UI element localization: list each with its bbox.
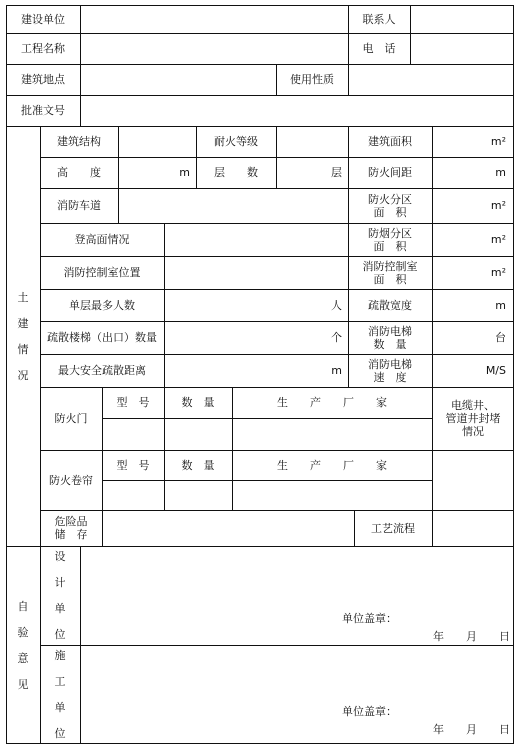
grid-line — [348, 5, 349, 64]
fire-shutter-manufacturer-header: 生 产 厂 家 — [277, 458, 387, 472]
grid-line — [102, 418, 432, 419]
fire-control-room-area-field[interactable] — [432, 256, 514, 289]
grid-line — [40, 510, 514, 511]
fire-shutter-label: 防火卷帘 — [49, 473, 93, 487]
fire-elevator-speed-field[interactable] — [432, 354, 514, 387]
fire-elevator-speed-unit: M/S — [485, 364, 506, 377]
fire-elevator-count-unit: 台 — [495, 331, 506, 344]
project-name-label: 工程名称 — [21, 42, 65, 55]
evacuation-stairs-field[interactable] — [164, 321, 348, 354]
approval-doc-field[interactable] — [80, 95, 514, 126]
height-field[interactable] — [118, 157, 196, 188]
grid-line — [40, 157, 514, 158]
fire-door-quantity-field[interactable] — [164, 418, 232, 450]
max-safe-distance-label: 最大安全疏散距离 — [58, 364, 146, 377]
cable-shaft-sealing-label: 电缆井、 管道井封堵 情况 — [445, 399, 501, 438]
fire-separation-label: 防火间距 — [368, 166, 412, 179]
smoke-compartment-label: 防烟分区 面 积 — [368, 226, 412, 253]
max-occupants-field[interactable] — [164, 289, 348, 321]
grid-line — [6, 64, 514, 65]
phone-label: 电 话 — [362, 42, 396, 55]
grid-line — [6, 95, 514, 96]
building-area-label: 建筑面积 — [368, 135, 412, 148]
design-unit-seal-label: 单位盖章： — [342, 611, 397, 625]
building-area-unit: m² — [490, 135, 506, 148]
self-inspection-label: 自 验 意 见 — [17, 599, 29, 691]
max-occupants-unit: 人 — [331, 298, 342, 312]
fire-separation-field[interactable] — [432, 157, 514, 188]
fire-door-model-field[interactable] — [102, 418, 164, 450]
grid-line — [276, 64, 277, 95]
process-flow-label: 工艺流程 — [371, 521, 415, 535]
fire-door-manufacturer-field[interactable] — [232, 418, 432, 450]
height-unit: m — [179, 166, 190, 179]
evacuation-stairs-label: 疏散楼梯（出口）数量 — [47, 331, 157, 344]
evacuation-width-label: 疏散宽度 — [368, 298, 412, 312]
fire-shutter-model-field[interactable] — [102, 480, 164, 510]
grid-line — [232, 387, 233, 510]
fire-elevator-count-field[interactable] — [432, 321, 514, 354]
building-structure-label: 建筑结构 — [57, 135, 101, 148]
evacuation-width-field[interactable] — [432, 289, 514, 321]
grid-line — [102, 387, 103, 546]
fire-resistance-label: 耐火等级 — [214, 135, 258, 148]
floors-field[interactable] — [276, 157, 348, 188]
usage-nature-field[interactable] — [348, 64, 514, 95]
grid-line — [164, 223, 165, 387]
fire-compartment-label: 防火分区 面 积 — [368, 192, 412, 219]
grid-line — [102, 480, 432, 481]
grid-line — [40, 188, 514, 189]
grid-line — [196, 126, 197, 188]
grid-line — [40, 223, 514, 224]
fire-lane-label: 消防车道 — [57, 199, 101, 212]
fire-door-model-header: 型 号 — [116, 396, 150, 409]
grid-line — [40, 256, 514, 257]
grid-line — [40, 126, 41, 744]
construction-unit-field[interactable] — [80, 5, 348, 33]
fire-control-room-location-label: 消防控制室位置 — [63, 266, 141, 279]
height-label: 高 度 — [57, 166, 101, 179]
contact-person-field[interactable] — [410, 5, 514, 33]
fire-shutter-quantity-field[interactable] — [164, 480, 232, 510]
grid-line — [40, 450, 514, 451]
border-line — [6, 743, 514, 744]
fire-control-room-area-label: 消防控制室 面 积 — [362, 259, 418, 286]
max-safe-distance-field[interactable] — [164, 354, 348, 387]
fire-compartment-unit: m² — [490, 199, 506, 212]
grid-line — [40, 354, 514, 355]
fire-separation-unit: m — [495, 166, 506, 179]
max-safe-distance-unit: m — [331, 364, 342, 377]
floors-label: 层 数 — [214, 166, 258, 179]
construction-unit-date: 年 月 日 — [433, 722, 510, 736]
design-unit-label: 设 计 单 位 — [54, 550, 66, 641]
fire-door-label: 防火门 — [54, 412, 88, 425]
grid-line — [80, 546, 81, 744]
fire-door-quantity-header: 数 量 — [181, 396, 215, 409]
civil-section-label: 土 建 情 况 — [17, 290, 29, 382]
hazardous-storage-field[interactable] — [102, 510, 354, 546]
border-line — [6, 5, 514, 6]
grid-line — [80, 5, 81, 126]
grid-line — [432, 126, 433, 546]
fire-elevator-count-label: 消防电梯 数 量 — [368, 324, 412, 351]
climbing-surface-field[interactable] — [164, 223, 348, 256]
grid-line — [348, 64, 349, 95]
contact-person-label: 联系人 — [362, 12, 396, 26]
construction-unit-seal-label: 单位盖章： — [342, 704, 397, 718]
grid-line — [348, 126, 349, 387]
grid-line — [6, 546, 514, 547]
grid-line — [164, 387, 165, 510]
construction-unit-label: 建设单位 — [21, 12, 65, 26]
grid-line — [410, 5, 411, 64]
evacuation-width-unit: m — [495, 298, 506, 312]
fire-resistance-field[interactable] — [276, 126, 348, 157]
grid-line — [276, 126, 277, 188]
process-flow-field[interactable] — [432, 510, 514, 546]
fire-lane-field[interactable] — [118, 188, 348, 223]
phone-field[interactable] — [410, 33, 514, 64]
approval-doc-label: 批准文号 — [21, 104, 65, 117]
border-line — [6, 5, 7, 744]
design-unit-date: 年 月 日 — [433, 629, 510, 643]
smoke-compartment-field[interactable] — [432, 223, 514, 256]
fire-elevator-speed-label: 消防电梯 速 度 — [368, 357, 412, 384]
max-occupants-label: 单层最多人数 — [69, 298, 135, 312]
fire-shutter-model-header: 型 号 — [116, 458, 150, 472]
grid-line — [118, 126, 119, 223]
fire-compartment-field[interactable] — [432, 188, 514, 223]
usage-nature-label: 使用性质 — [290, 73, 334, 86]
building-location-label: 建筑地点 — [21, 73, 65, 86]
climbing-surface-label: 登高面情况 — [74, 233, 130, 246]
grid-line — [354, 510, 355, 546]
border-line — [513, 5, 514, 744]
grid-line — [6, 126, 514, 127]
fire-shutter-manufacturer-field[interactable] — [232, 480, 432, 510]
building-area-field[interactable] — [432, 126, 514, 157]
cable-shaft-sealing-field[interactable] — [432, 450, 514, 510]
grid-line — [40, 645, 514, 646]
smoke-compartment-unit: m² — [490, 233, 506, 246]
hazardous-storage-label: 危险品 储 存 — [54, 515, 88, 541]
fire-shutter-quantity-header: 数 量 — [181, 458, 215, 472]
building-location-field[interactable] — [80, 64, 276, 95]
building-structure-field[interactable] — [118, 126, 196, 157]
grid-line — [40, 321, 514, 322]
evacuation-stairs-unit: 个 — [331, 331, 342, 344]
fire-control-room-location-field[interactable] — [164, 256, 348, 289]
fire-door-manufacturer-header: 生 产 厂 家 — [277, 396, 387, 409]
fire-control-room-area-unit: m² — [490, 266, 506, 279]
grid-line — [40, 387, 514, 388]
construction-unit-vertical-label: 施 工 单 位 — [54, 649, 66, 740]
project-name-field[interactable] — [80, 33, 348, 64]
grid-line — [6, 33, 514, 34]
grid-line — [40, 289, 514, 290]
floors-unit: 层 — [331, 166, 342, 179]
